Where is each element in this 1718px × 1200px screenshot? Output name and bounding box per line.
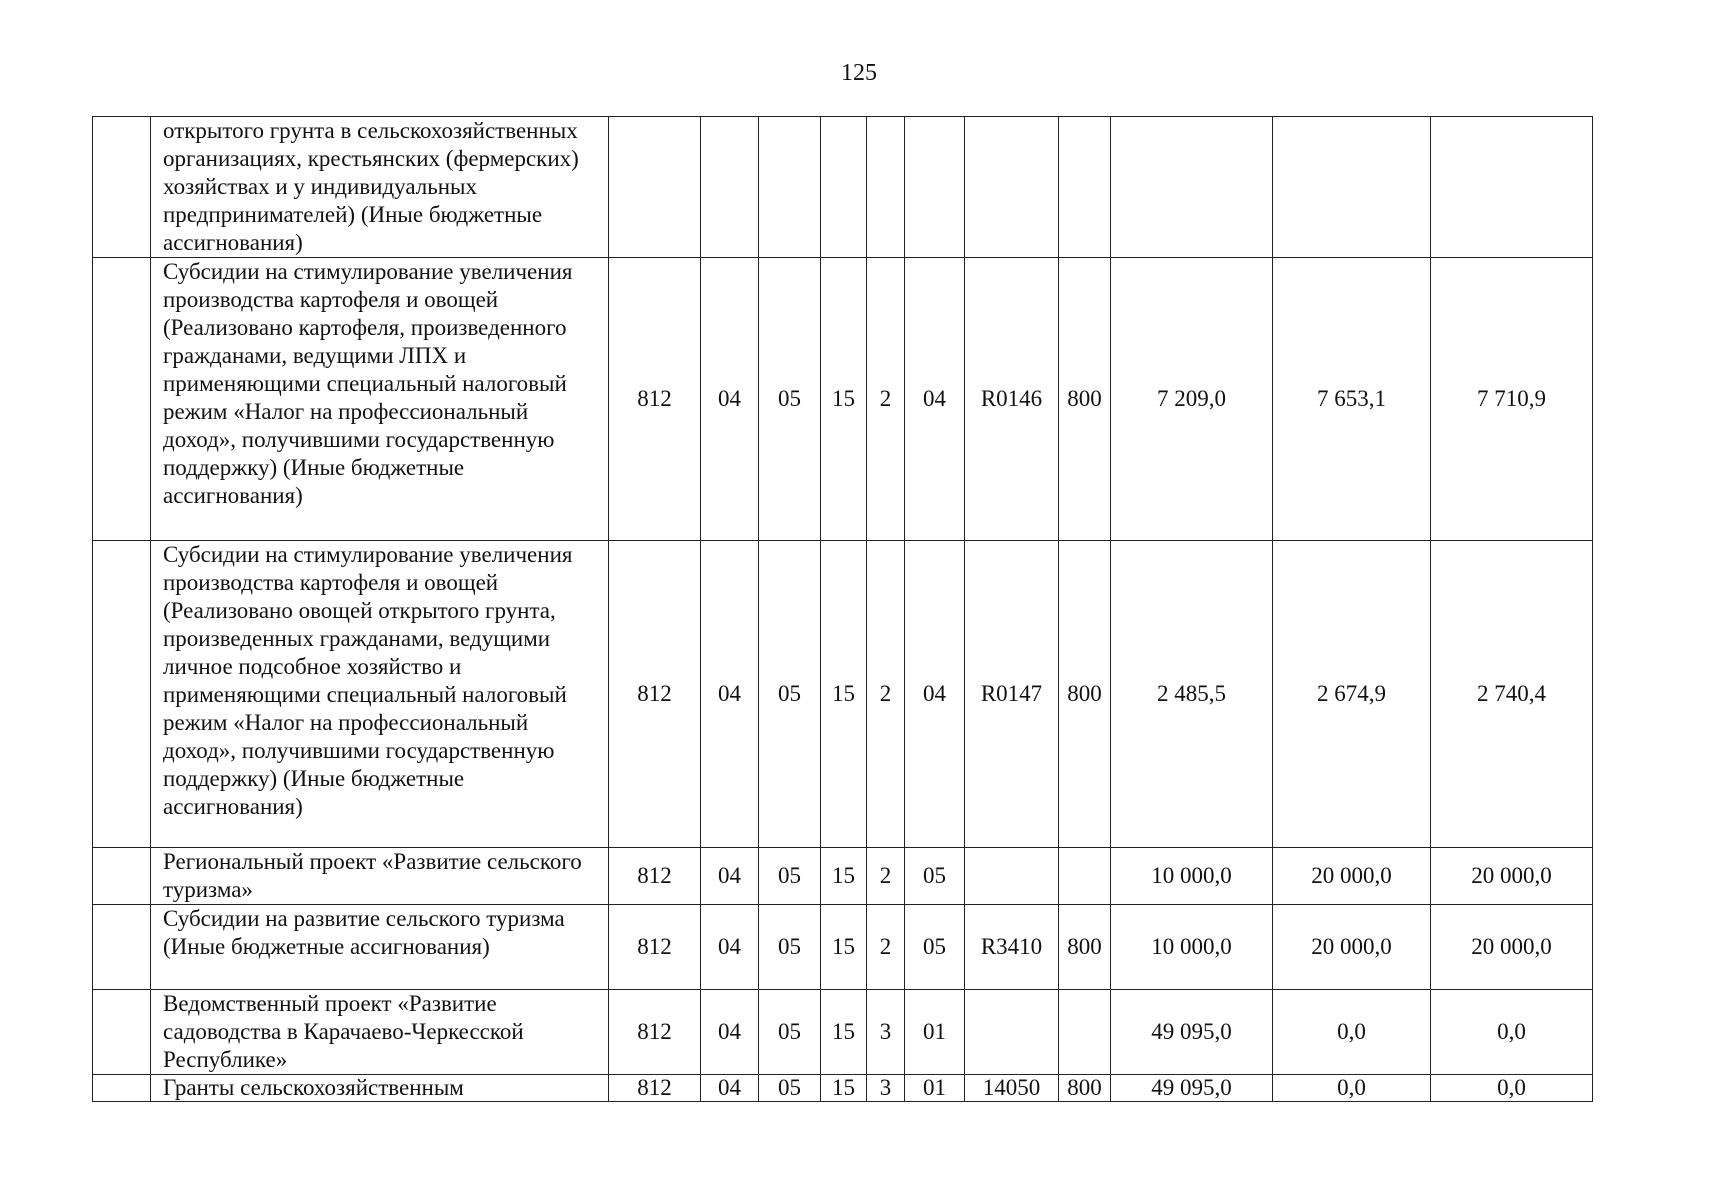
table-row [93,905,1593,990]
row-index-cell [93,1075,151,1102]
row-index-cell [93,990,151,1075]
table-row [93,1075,1593,1102]
ministry-code-cell: 812 [609,1075,701,1102]
row-index-cell [93,905,151,990]
target-code-cell [965,990,1059,1075]
amount-year-1-cell: 10 000,0 [1111,905,1273,990]
subprogram-code-cell: 2 [867,848,905,905]
amount-year-3-cell [1431,117,1593,258]
program-code-cell: 15 [821,990,867,1075]
budget-table [92,116,1593,1102]
section-code-cell: 04 [701,258,759,541]
expense-name-cell: Субсидии на стимулирование увеличения производства картофеля и овощей (Реализовано овощей открытого грунта, произведенных гражданами, ведущими личное подсобное хозяйство и применяющими специальный налоговый режим «Налог на профессиональный доход», получившими государственную поддержку) (Иные бюджетные ассигнования) [151,541,609,848]
expense-type-cell [1059,848,1111,905]
measure-code-cell: 04 [905,258,965,541]
amount-year-1-cell: 7 209,0 [1111,258,1273,541]
table-row [93,848,1593,905]
amount-year-2-cell: 0,0 [1273,1075,1431,1102]
expense-type-cell: 800 [1059,541,1111,848]
ministry-code-cell: 812 [609,258,701,541]
amount-year-1-cell: 49 095,0 [1111,990,1273,1075]
subsection-code-cell: 05 [759,848,821,905]
section-code-cell: 04 [701,990,759,1075]
amount-year-2-cell: 0,0 [1273,990,1431,1075]
table-row [93,990,1593,1075]
expense-type-cell [1059,117,1111,258]
expense-name-cell: Гранты сельскохозяйственным [151,1075,609,1102]
subprogram-code-cell: 3 [867,1075,905,1102]
section-code-cell: 04 [701,541,759,848]
program-code-cell: 15 [821,905,867,990]
subsection-code-cell: 05 [759,1075,821,1102]
section-code-cell: 04 [701,1075,759,1102]
expense-name-cell: Субсидии на стимулирование увеличения производства картофеля и овощей (Реализовано картофеля, произведенного гражданами, ведущими ЛПХ и применяющими специальный налоговый режим «Налог на профессиональный доход», получившими государственную поддержку) (Иные бюджетные ассигнования) [151,258,609,541]
subprogram-code-cell [867,117,905,258]
expense-type-cell: 800 [1059,258,1111,541]
section-code-cell [701,117,759,258]
ministry-code-cell [609,117,701,258]
measure-code-cell: 05 [905,848,965,905]
amount-year-3-cell: 0,0 [1431,1075,1593,1102]
measure-code-cell: 05 [905,905,965,990]
subsection-code-cell: 05 [759,990,821,1075]
measure-code-cell: 01 [905,990,965,1075]
target-code-cell: R0146 [965,258,1059,541]
section-code-cell: 04 [701,905,759,990]
row-index-cell [93,258,151,541]
amount-year-2-cell [1273,117,1431,258]
expense-name-cell: Ведомственный проект «Развитие садоводства в Карачаево-Черкесской Республике» [151,990,609,1075]
table-row [93,541,1593,848]
subprogram-code-cell: 2 [867,541,905,848]
amount-year-2-cell: 2 674,9 [1273,541,1431,848]
amount-year-1-cell: 49 095,0 [1111,1075,1273,1102]
program-code-cell [821,117,867,258]
section-code-cell: 04 [701,848,759,905]
program-code-cell: 15 [821,848,867,905]
measure-code-cell: 04 [905,541,965,848]
page-number: 125 [841,60,877,86]
amount-year-3-cell: 20 000,0 [1431,848,1593,905]
subsection-code-cell: 05 [759,905,821,990]
program-code-cell: 15 [821,541,867,848]
amount-year-3-cell: 2 740,4 [1431,541,1593,848]
target-code-cell: 14050 [965,1075,1059,1102]
subprogram-code-cell: 3 [867,990,905,1075]
ministry-code-cell: 812 [609,848,701,905]
table-row [93,258,1593,541]
target-code-cell [965,117,1059,258]
expense-name-cell: Субсидии на развитие сельского туризма (Иные бюджетные ассигнования) [151,905,609,990]
amount-year-2-cell: 7 653,1 [1273,258,1431,541]
subprogram-code-cell: 2 [867,258,905,541]
target-code-cell: R3410 [965,905,1059,990]
program-code-cell: 15 [821,258,867,541]
row-index-cell [93,117,151,258]
amount-year-1-cell: 10 000,0 [1111,848,1273,905]
amount-year-3-cell: 20 000,0 [1431,905,1593,990]
ministry-code-cell: 812 [609,990,701,1075]
amount-year-2-cell: 20 000,0 [1273,905,1431,990]
amount-year-3-cell: 0,0 [1431,990,1593,1075]
amount-year-1-cell: 2 485,5 [1111,541,1273,848]
ministry-code-cell: 812 [609,541,701,848]
subsection-code-cell: 05 [759,258,821,541]
measure-code-cell [905,117,965,258]
expense-type-cell: 800 [1059,905,1111,990]
amount-year-3-cell: 7 710,9 [1431,258,1593,541]
row-index-cell [93,848,151,905]
amount-year-2-cell: 20 000,0 [1273,848,1431,905]
target-code-cell: R0147 [965,541,1059,848]
table-row [93,117,1593,258]
subsection-code-cell [759,117,821,258]
target-code-cell [965,848,1059,905]
ministry-code-cell: 812 [609,905,701,990]
expense-type-cell: 800 [1059,1075,1111,1102]
row-index-cell [93,541,151,848]
amount-year-1-cell [1111,117,1273,258]
expense-name-cell: открытого грунта в сельскохозяйственных организациях, крестьянских (фермерских) хозяйствах и у индивидуальных предпринимателей) (Иные бюджетные ассигнования) [151,117,609,258]
expense-name-cell: Региональный проект «Развитие сельского туризма» [151,848,609,905]
subsection-code-cell: 05 [759,541,821,848]
subprogram-code-cell: 2 [867,905,905,990]
expense-type-cell [1059,990,1111,1075]
measure-code-cell: 01 [905,1075,965,1102]
program-code-cell: 15 [821,1075,867,1102]
